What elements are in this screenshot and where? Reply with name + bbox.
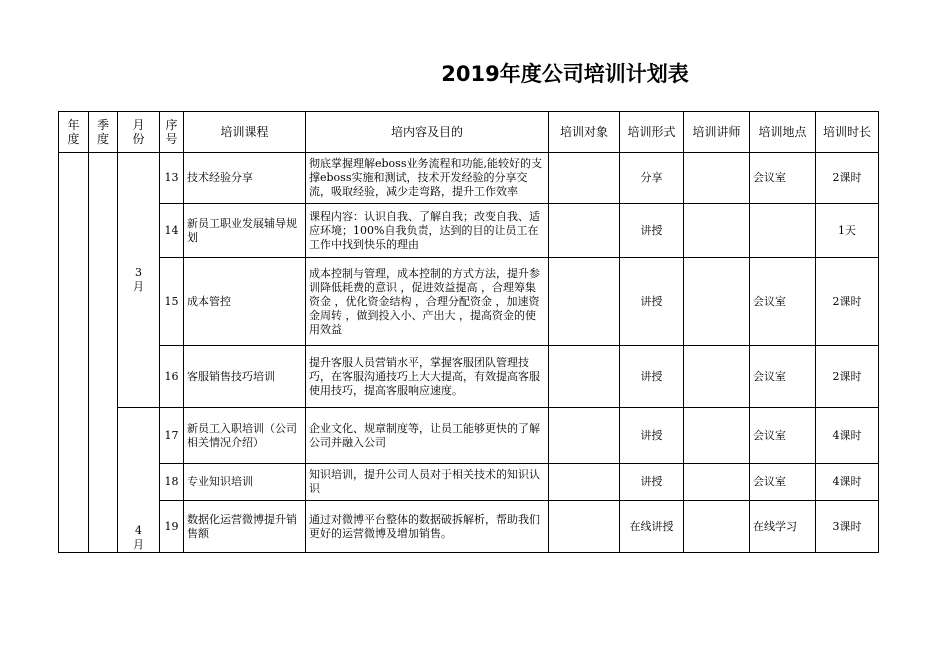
- row-seq: 17: [160, 408, 184, 464]
- table-row: [59, 346, 879, 408]
- header-form: 培训形式: [620, 112, 684, 153]
- header-seq: 序号: [160, 112, 184, 153]
- header-duration: 培训时长: [816, 112, 879, 153]
- row-content: 知识培训，提升公司人员对于相关技术的知识认识: [306, 464, 549, 501]
- row-location: [750, 204, 816, 258]
- month-cell-march: 3 月: [118, 153, 160, 408]
- row-seq: 16: [160, 346, 184, 408]
- row-location: 会议室: [750, 346, 816, 408]
- row-content: 彻底掌握理解eboss业务流程和功能,能较好的支撑eboss实施和测试，技术开发经验的分享交流，吸取经验，减少走弯路，提升工作效率: [306, 153, 549, 204]
- row-content: 提升客服人员营销水平，掌握客服团队管理技巧，在客服沟通技巧上大大提高，有效提高客服使用技巧，提高客服响应速度。: [306, 346, 549, 408]
- row-seq: 19: [160, 501, 184, 553]
- row-course: 新员工入职培训（公司相关情况介绍）: [184, 408, 306, 464]
- row-location: 会议室: [750, 258, 816, 346]
- header-content: 培内容及目的: [306, 112, 549, 153]
- row-seq: 18: [160, 464, 184, 501]
- row-course: 数据化运营微博提升销售额: [184, 501, 306, 553]
- row-form: 分享: [620, 153, 684, 204]
- row-content: 通过对微博平台整体的数据破拆解析，帮助我们更好的运营微博及增加销售。: [306, 501, 549, 553]
- row-duration: 4课时: [816, 464, 879, 501]
- table-row: [59, 501, 879, 553]
- row-target: [549, 464, 620, 501]
- row-lecturer: [684, 346, 750, 408]
- header-lecturer: 培训讲师: [684, 112, 750, 153]
- row-seq: 14: [160, 204, 184, 258]
- row-target: [549, 258, 620, 346]
- row-target: [549, 153, 620, 204]
- header-target: 培训对象: [549, 112, 620, 153]
- row-form: 讲授: [620, 258, 684, 346]
- header-year: 年度: [59, 112, 89, 153]
- row-location: 会议室: [750, 464, 816, 501]
- row-duration: 4课时: [816, 408, 879, 464]
- table-row: [59, 258, 879, 346]
- row-course: 成本管控: [184, 258, 306, 346]
- training-plan-table: [58, 111, 879, 553]
- table-row: [59, 464, 879, 501]
- month-cell-april: 4 月: [118, 408, 160, 553]
- row-lecturer: [684, 204, 750, 258]
- table-row: [59, 153, 879, 204]
- header-course: 培训课程: [184, 112, 306, 153]
- row-form: 在线讲授: [620, 501, 684, 553]
- row-duration: 1天: [816, 204, 879, 258]
- row-duration: 2课时: [816, 258, 879, 346]
- season-cell: [89, 153, 118, 553]
- row-course: 专业知识培训: [184, 464, 306, 501]
- header-location: 培训地点: [750, 112, 816, 153]
- year-cell: [59, 153, 89, 553]
- row-form: 讲授: [620, 408, 684, 464]
- row-form: 讲授: [620, 204, 684, 258]
- row-target: [549, 501, 620, 553]
- row-lecturer: [684, 408, 750, 464]
- row-target: [549, 346, 620, 408]
- row-location: 在线学习: [750, 501, 816, 553]
- row-course: 技术经验分享: [184, 153, 306, 204]
- row-target: [549, 408, 620, 464]
- row-seq: 15: [160, 258, 184, 346]
- row-seq: 13: [160, 153, 184, 204]
- row-content: 企业文化、规章制度等，让员工能够更快的了解公司并融入公司: [306, 408, 549, 464]
- table-row: [59, 204, 879, 258]
- row-duration: 2课时: [816, 346, 879, 408]
- row-target: [549, 204, 620, 258]
- row-lecturer: [684, 153, 750, 204]
- row-form: 讲授: [620, 464, 684, 501]
- row-content: 成本控制与管理，成本控制的方式方法，提升参训降低耗费的意识 ，促进效益提高 ，合理筹集资金 ，优化资金结构 ，合理分配资金 ，加速资金周转 ，做到投入小、产出大 ，提高资金的使用效益: [306, 258, 549, 346]
- row-location: 会议室: [750, 408, 816, 464]
- row-content: 课程内容：认识自我、了解自我；改变自我、适应环境；100%自我负责，达到的目的让员工在工作中找到快乐的理由: [306, 204, 549, 258]
- row-duration: 3课时: [816, 501, 879, 553]
- header-row: [59, 112, 879, 153]
- row-lecturer: [684, 464, 750, 501]
- page-title: 2019年度公司培训计划表: [441, 62, 689, 86]
- row-form: 讲授: [620, 346, 684, 408]
- table-row: [59, 408, 879, 464]
- header-season: 季度: [89, 112, 118, 153]
- row-location: 会议室: [750, 153, 816, 204]
- header-month: 月份: [118, 112, 160, 153]
- row-course: 客服销售技巧培训: [184, 346, 306, 408]
- row-duration: 2课时: [816, 153, 879, 204]
- row-course: 新员工职业发展辅导规划: [184, 204, 306, 258]
- row-lecturer: [684, 501, 750, 553]
- row-lecturer: [684, 258, 750, 346]
